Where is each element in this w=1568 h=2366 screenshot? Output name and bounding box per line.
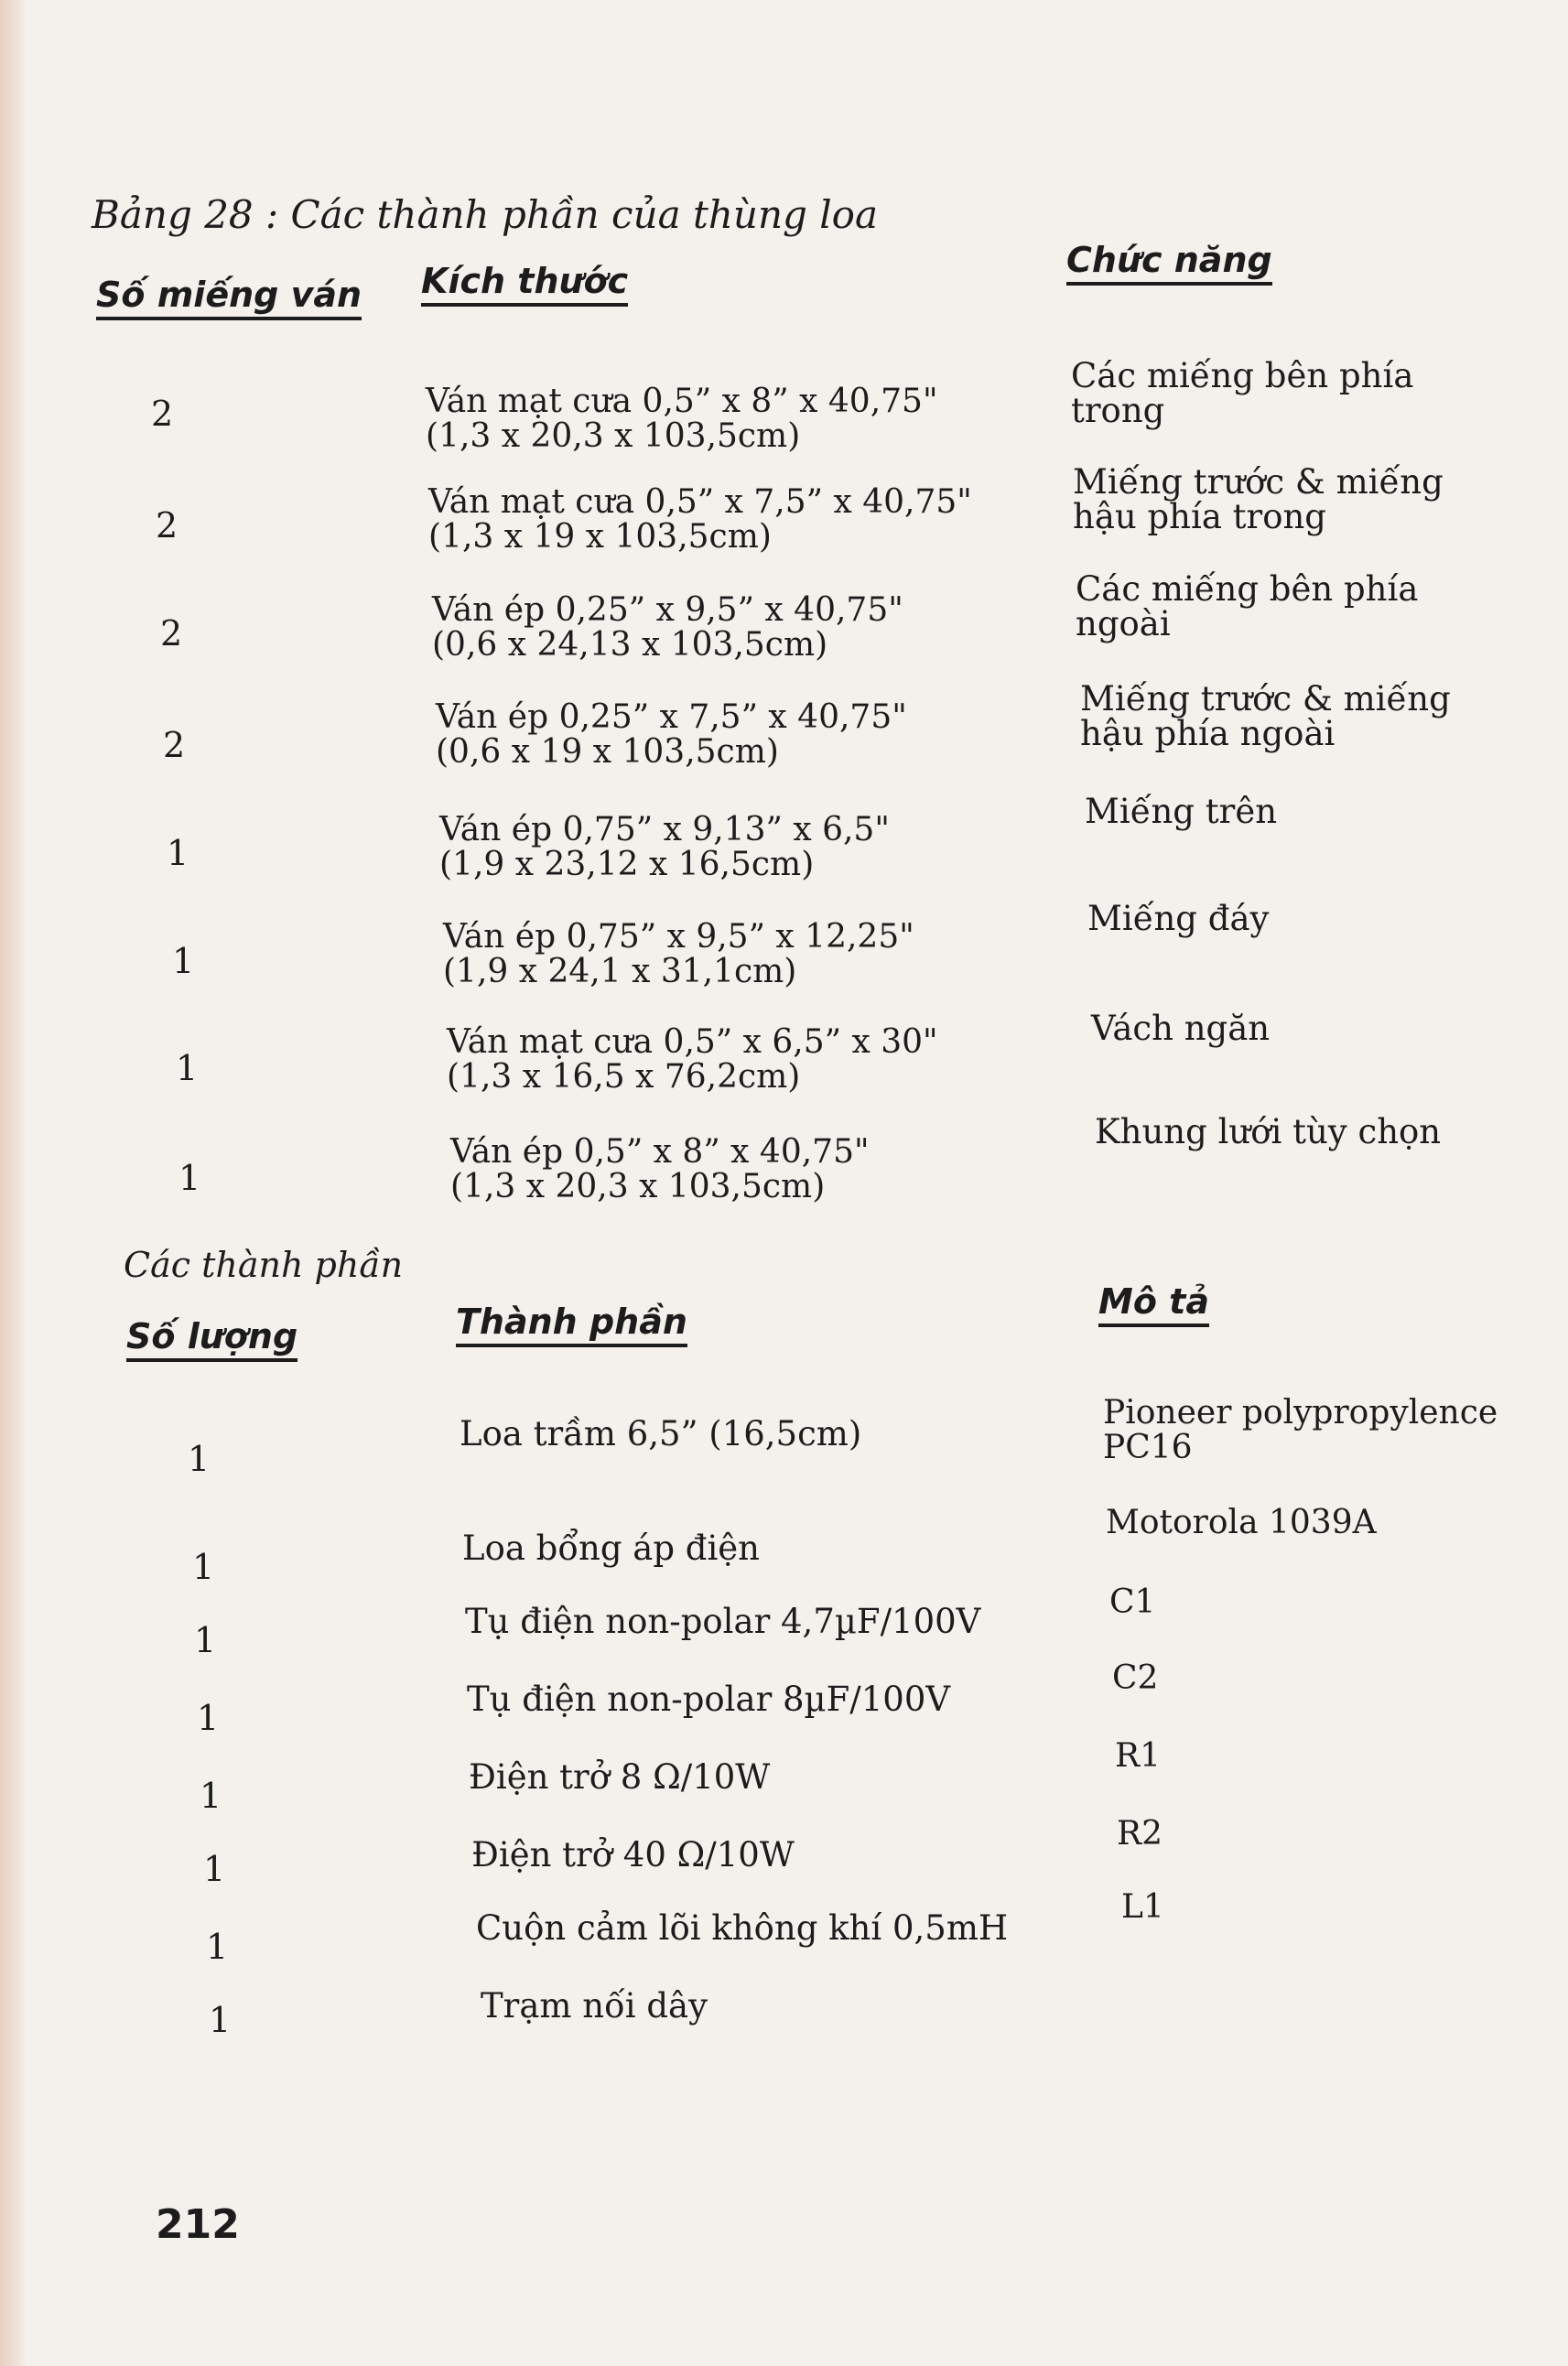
header-part: Thành phần — [456, 1302, 687, 1347]
panel-size: Ván ép 0,75” x 9,5” x 12,25" (1,9 x 24,1 x 31,1cm) — [443, 918, 914, 990]
panel-function: Miếng trước & miếng hậu phía trong — [1073, 462, 1444, 536]
panel-count: 2 — [163, 725, 186, 765]
component-qty: 1 — [197, 1698, 220, 1738]
panel-size: Ván ép 0,25” x 7,5” x 40,75" (0,6 x 19 x 103,5cm) — [436, 698, 907, 771]
panel-function: Miếng trước & miếng hậu phía ngoài — [1080, 679, 1451, 753]
component-part: Điện trở 8 Ω/10W — [469, 1757, 771, 1797]
component-desc: R2 — [1117, 1815, 1163, 1853]
header-count: Số miếng ván — [96, 275, 362, 320]
header-desc: Mô tả — [1098, 1281, 1209, 1327]
panel-count: 2 — [156, 505, 178, 546]
component-desc: L1 — [1121, 1888, 1164, 1926]
component-part: Tụ điện non-polar 4,7µF/100V — [465, 1602, 981, 1641]
page-number: 212 — [156, 2201, 240, 2248]
component-part: Loa trầm 6,5” (16,5cm) — [460, 1414, 862, 1453]
component-qty: 1 — [194, 1620, 217, 1660]
panel-size: Ván ép 0,5” x 8” x 40,75" (1,3 x 20,3 x 103,5cm) — [450, 1133, 870, 1205]
component-part: Cuộn cảm lõi không khí 0,5mH — [476, 1908, 1009, 1948]
component-desc: C2 — [1112, 1659, 1159, 1697]
header-function: Chức năng — [1066, 240, 1272, 286]
panel-count: 1 — [178, 1158, 201, 1198]
panel-function: Vách ngăn — [1091, 1009, 1271, 1048]
component-desc: Motorola 1039A — [1106, 1504, 1377, 1541]
table-title: Bảng 28 : Các thành phần của thùng loa — [92, 192, 879, 237]
panel-count: 1 — [176, 1048, 199, 1088]
component-qty: 1 — [200, 1776, 222, 1816]
panel-size: Ván mạt cưa 0,5” x 6,5” x 30" (1,3 x 16,5 x 76,2cm) — [447, 1023, 938, 1096]
panel-function: Các miếng bên phía ngoài — [1076, 569, 1419, 643]
component-qty: 1 — [188, 1439, 211, 1479]
panel-function: Khung lưới tùy chọn — [1095, 1112, 1442, 1151]
component-qty: 1 — [206, 1927, 229, 1967]
panel-size: Ván ép 0,25” x 9,5” x 40,75" (0,6 x 24,13 x 103,5cm) — [432, 591, 903, 664]
component-qty: 1 — [192, 1547, 215, 1587]
panel-count: 2 — [160, 613, 183, 654]
panel-function: Miếng trên — [1085, 792, 1278, 831]
panel-size: Ván mạt cưa 0,5” x 7,5” x 40,75" (1,3 x 19 x 103,5cm) — [428, 483, 972, 556]
panel-function: Miếng đáy — [1087, 899, 1270, 938]
component-desc: Pioneer polypropylence PC16 — [1103, 1394, 1498, 1466]
component-desc: C1 — [1109, 1583, 1156, 1621]
page-edge — [0, 0, 27, 2366]
panel-count: 2 — [151, 394, 174, 434]
header-qty: Số lượng — [126, 1316, 297, 1362]
component-qty: 1 — [209, 2000, 232, 2040]
panel-count: 1 — [167, 833, 189, 873]
panel-size: Ván mạt cưa 0,5” x 8” x 40,75" (1,3 x 20,3 x 103,5cm) — [426, 383, 938, 455]
component-part: Tụ điện non-polar 8µF/100V — [467, 1680, 951, 1719]
panel-count: 1 — [172, 941, 195, 981]
component-desc: R1 — [1115, 1737, 1162, 1775]
component-part: Loa bổng áp điện — [462, 1529, 761, 1568]
panel-function: Các miếng bên phía trong — [1071, 356, 1414, 430]
component-part: Trạm nối dây — [481, 1986, 708, 2026]
header-size: Kích thước — [421, 261, 628, 307]
panel-size: Ván ép 0,75” x 9,13” x 6,5" (1,9 x 23,12 x 16,5cm) — [439, 811, 890, 883]
component-part: Điện trở 40 Ω/10W — [471, 1835, 795, 1874]
component-qty: 1 — [203, 1849, 226, 1889]
components-title: Các thành phần — [124, 1245, 404, 1285]
